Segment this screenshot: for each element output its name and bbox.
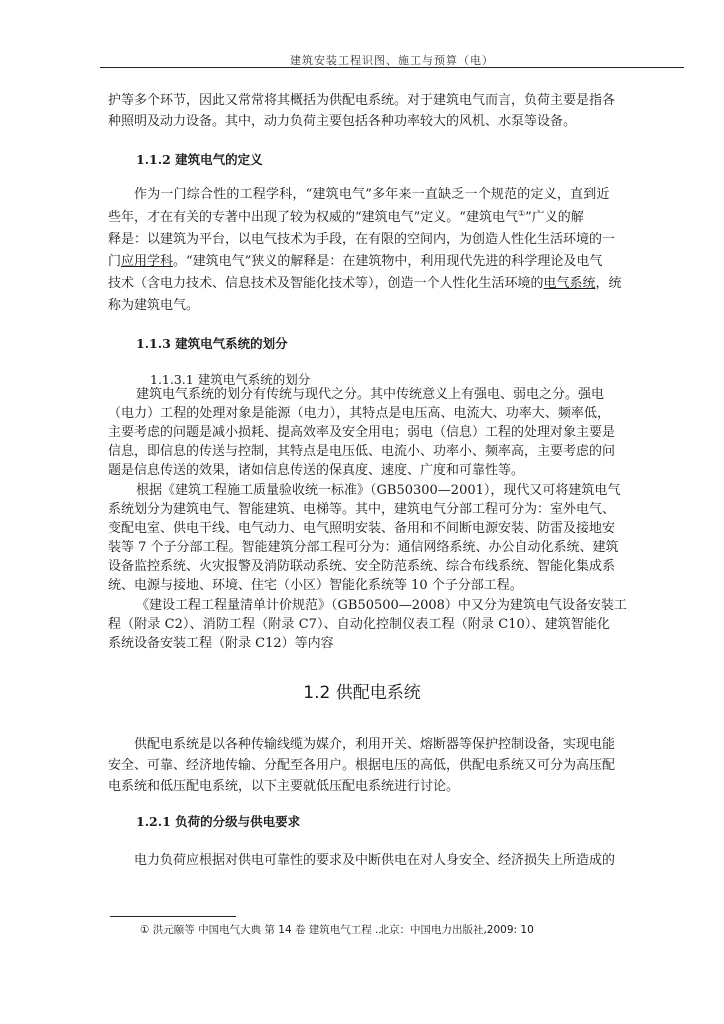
paragraph-line: 统、电源与接地、环境、住宅（小区）智能化系统等 10 个子分部工程。 [108, 578, 523, 593]
paragraph-line: 题是信息传送的效果，诸如信息传送的保真度、速度、广度和可靠性等。 [108, 463, 525, 478]
section-heading-1-1-2: 1.1.2 建筑电气的定义 [136, 152, 263, 167]
paragraph-line: 系统设备安装工程（附录 C12）等内容 [108, 636, 334, 651]
paragraph-line: 护等多个环节，因此又常常将其概括为供配电系统。对于建筑电气而言，负荷主要是指各 [108, 93, 616, 108]
paragraph-line: 信息，即信息的传送与控制，其特点是电压低、电流小、功率小、频率高，主要考虑的问 [108, 444, 616, 459]
footnote: ① 洪元颐等 中国电气大典 第 14 卷 建筑电气工程 .北京：中国电力出版社,2009: 10 [140, 924, 534, 936]
running-header: 建筑安装工程识图、施工与预算（电） [290, 54, 494, 67]
text-segment: 门 [108, 254, 122, 269]
paragraph-line: 些年，才在有关的专著中出现了较为权威的“建筑电气”定义。“建筑电气①”广义的解 [108, 208, 584, 225]
paragraph-line: 建筑电气系统的划分有传统与现代之分。其中传统意义上有强电、弱电之分。强电 [136, 387, 605, 402]
paragraph-line: 系统划分为建筑电气、智能建筑、电梯等。其中，建筑电气分部工程可分为：室外电气、 [108, 502, 616, 517]
header-rule [100, 67, 684, 68]
paragraph-line: 电系统和低压配电系统，以下主要就低压配电系统进行讨论。 [108, 779, 460, 794]
section-heading-1-2-1: 1.2.1 负荷的分级与供电要求 [136, 814, 301, 829]
subsection-heading-1-1-3-1: 1.1.3.1 建筑电气系统的划分 [150, 372, 311, 387]
paragraph-line: 《建设工程工程量清单计价规范》（GB50500—2008）中又分为建筑电气设备安装工 [136, 598, 627, 613]
text-segment: 。“建筑电气”狭义的解释是：在建筑物中，利用现代先进的科学理论及电气 [173, 254, 603, 269]
paragraph-line: 装等 7 个子分部工程。智能建筑分部工程可分为：通信网络系统、办公自动化系统、建筑 [108, 540, 619, 555]
paragraph-line [108, 275, 622, 293]
paragraph-line: 释是：以建筑为平台，以电气技术为手段，在有限的空间内，为创造人性化生活环境的一 [108, 232, 616, 247]
footnote-rule [110, 916, 236, 917]
paragraph-line: 称为建筑电气。 [108, 298, 200, 313]
paragraph-line: 作为一门综合性的工程学科，“建筑电气”多年来一直缺乏一个规范的定义，直到近 [134, 187, 610, 202]
section-heading-1-2: 1.2 供配电系统 [303, 683, 421, 703]
underlined-term: 应用学科 [121, 254, 174, 269]
paragraph-line: 种照明及动力设备。其中，动力负荷主要包括各种功率较大的风机、水泵等设备。 [108, 114, 577, 129]
paragraph-line: 程（附录 C2）、消防工程（附录 C7）、自动化控制仪表工程（附录 C10）、建筑智能化 [108, 617, 610, 632]
paragraph-line: 安全、可靠、经济地传输、分配至各用户。根据电压的高低，供配电系统又可分为高压配 [108, 758, 616, 773]
paragraph-line: 根据《建筑工程施工质量验收统一标准》（GB50300—2001），现代又可将建筑电气 [136, 483, 621, 498]
paragraph-line: 供配电系统是以各种传输线缆为媒介，利用开关、熔断器等保护控制设备，实现电能 [134, 737, 616, 752]
paragraph-line: 变配电室、供电干线、电气动力、电气照明安装、备用和不间断电源安装、防雷及接地安 [108, 521, 616, 536]
paragraph-line: （电力）工程的处理对象是能源（电力），其特点是电压高、电流大、功率大、频率低， [108, 406, 610, 421]
paragraph-line [108, 253, 602, 271]
section-heading-1-1-3: 1.1.3 建筑电气系统的划分 [136, 336, 288, 351]
text-segment: 技术（含电力技术、信息技术及智能化技术等），创造一个人性化生活环境的 [108, 276, 544, 291]
text-segment: ，统 [595, 276, 622, 291]
text-segment: 些年，才在有关的专著中出现了较为权威的“建筑电气”定义。“建筑电气 [108, 210, 518, 225]
paragraph-line: 电力负荷应根据对供电可靠性的要求及中断供电在对人身安全、经济损失上所造成的 [134, 853, 616, 868]
underlined-term: 电气系统 [543, 276, 596, 291]
paragraph-line: 设备监控系统、火灾报警及消防联动系统、安全防范系统、综合布线系统、智能化集成系 [108, 559, 616, 574]
paragraph-line: 主要考虑的问题是减小损耗、提高效率及安全用电；弱电（信息）工程的处理对象主要是 [108, 425, 616, 440]
text-segment: ”广义的解 [525, 210, 584, 225]
